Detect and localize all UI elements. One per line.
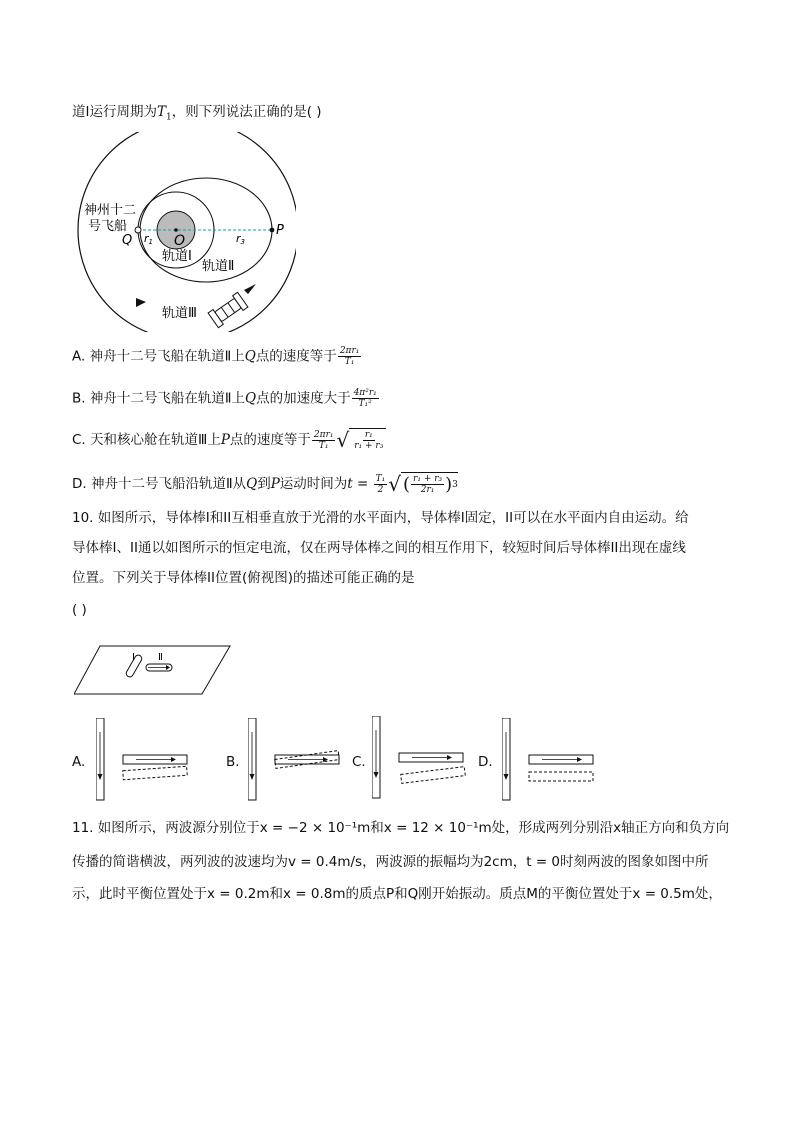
q9-option-c [72, 428, 386, 452]
label-orbit1: 轨道Ⅰ [162, 249, 192, 264]
q10-option-c-figure [372, 716, 472, 802]
q10-line-1: 10. 如图所示，导体棒I和II互相垂直放于光滑的水平面内，导体棒I固定，II可以在水平面内自由运动。给 [72, 510, 689, 526]
label-rod-one: I [132, 652, 135, 663]
option-d-eq: = [352, 476, 373, 492]
ship-label-1: 神州十二 [84, 203, 137, 218]
option-a-text: A. 神舟十二号飞船在轨道Ⅱ上 [72, 348, 245, 365]
q9-stem-var: T [156, 104, 166, 120]
label-q: Q [122, 233, 133, 248]
q11-line-2: 传播的简谐横波，两列波的波速均为v = 0.4m/s，两波源的振幅均为2cm，t = 0时刻两波的图象如图中所 [72, 854, 709, 870]
option-b-fraction: $\frac{\text{4π²r₁}}{\text{T₁²}}$ [353, 388, 377, 409]
option-d-tail: 运动时间为 [279, 476, 348, 492]
q10-option-c-label: C. [352, 754, 366, 770]
label-r3: r3 [236, 232, 245, 246]
q10-line-3: 位置。下列关于导体棒II位置(俯视图)的描述可能正确的是 [72, 570, 415, 586]
q9-option-a [72, 346, 362, 367]
q10-line-2: 导体棒I、II通以如图所示的恒定电流，仅在两导体棒之间的相互作用下，较短时间后导体棒II出现在虚线 [72, 540, 686, 556]
q9-stem-text: 道Ⅰ运行周期为 [72, 104, 157, 120]
option-c-var: P [220, 432, 230, 448]
orbit-arrow [244, 284, 256, 294]
label-rod-two: Ⅱ [158, 652, 163, 663]
label-orbit3: 轨道Ⅲ [162, 306, 197, 321]
q9-stem [72, 102, 322, 128]
q9-option-d [72, 472, 458, 496]
point-q [135, 227, 141, 233]
q10-line-4: ( ) [72, 602, 87, 618]
conductor-figure [74, 644, 234, 698]
option-d-var-p: P [270, 476, 280, 492]
ship-label-2: 号飞船 [88, 219, 128, 234]
option-d-text: D. 神舟十二号飞船沿轨道Ⅱ从 [72, 476, 247, 492]
option-d-sqrt: √ ( $\frac{\text{r₁ + r₃}}{\text{2r₁}}$ ) 3 [388, 472, 458, 496]
q9-stem-sub: 1 [166, 112, 172, 123]
option-d-var-q: Q [246, 476, 258, 492]
option-c-text: C. 天和核心舱在轨道Ⅲ上 [72, 432, 221, 448]
option-a-var: Q [244, 348, 256, 365]
label-r1: r1 [144, 232, 153, 246]
option-b-text: B. 神舟十二号飞船在轨道Ⅱ上 [72, 390, 245, 407]
point-p [270, 228, 275, 233]
q10-option-b-label: B. [226, 754, 240, 770]
q10-options [0, 712, 794, 812]
option-c-tail: 点的速度等于 [229, 432, 311, 448]
option-d-fraction: $\frac{\text{T₁}}{2}$ [375, 473, 386, 495]
q10-option-d-label: D. [478, 754, 493, 770]
q10-option-d-figure [502, 718, 602, 804]
option-c-sqrt: √ $\frac{\text{r₁}}{\text{r₁ + r₃}}$ [336, 428, 386, 452]
q10-option-a-label: A. [72, 754, 86, 770]
option-b-var: Q [245, 390, 257, 407]
q11-line-3: 示，此时平衡位置处于x = 0.2m和x = 0.8m的质点P和Q刚开始振动。质点M的平衡位置处于x = 0.5m处， [72, 886, 722, 902]
label-p: P [276, 223, 284, 238]
orbit-figure [76, 132, 296, 332]
space-station [208, 292, 248, 327]
option-c-fraction: $\frac{\text{2πr₁}}{\text{T₁}}$ [313, 429, 334, 451]
orbit-direction-arrow [136, 298, 146, 307]
label-o: O [174, 233, 186, 249]
q9-stem-tail: ，则下列说法正确的是( ) [171, 104, 322, 120]
q11-line-1: 11. 如图所示，两波源分别位于x = −2 × 10⁻¹m和x = 12 × 10⁻¹m处，形成两列分别沿x轴正方向和负方向 [72, 820, 730, 836]
option-d-mid: 到 [257, 476, 271, 492]
label-orbit2: 轨道Ⅱ [202, 259, 235, 274]
option-b-tail: 点的加速度大于 [256, 390, 351, 407]
q10-option-b-figure [248, 718, 348, 804]
center-dot [174, 228, 178, 232]
q10-option-a-figure [96, 718, 196, 804]
option-a-tail: 点的速度等于 [255, 348, 337, 365]
q9-option-b [72, 388, 380, 409]
option-d-t: t [347, 476, 353, 492]
option-a-fraction: $\frac{\text{2πr₁}}{\text{T₁}}$ [339, 346, 360, 367]
